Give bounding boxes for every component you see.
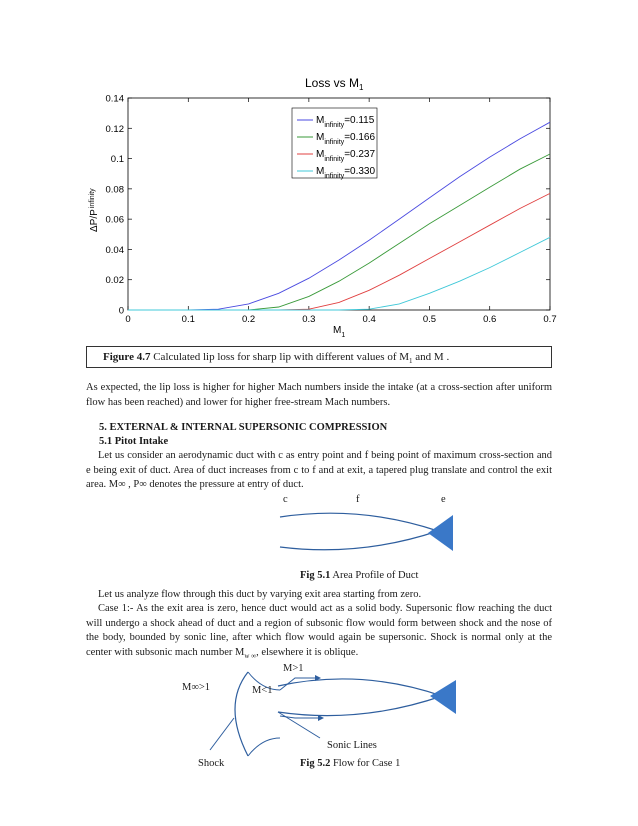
y-tick-label: 0 [118,305,124,317]
fig51-duct-outline [280,513,438,550]
legend-entry-3: $M_{infinity}=0.237$ [316,149,376,163]
y-tick-label: 0.1 [110,154,124,166]
figure-4-7-caption-text: Calculated lip loss for sharp lip with different values of M [153,351,410,363]
y-tick-label: 0.08 [105,184,124,196]
fig51-label-e: e [441,494,446,505]
fig52-caption: Fig 5.2 Flow for Case 1 [300,758,401,769]
fig52-label-shock: Shock [198,758,225,769]
x-tick-label: 0.1 [181,314,195,325]
figure-4-7-caption-end: and M . [415,351,450,363]
fig52-shock-curve [235,672,248,756]
x-tick-label: 0.5 [422,314,437,325]
chart-title: Loss vs $M_1$ [305,76,364,92]
fig51-caption: Fig 5.1 Area Profile of Duct [300,570,419,581]
x-tick-label: 0.4 [362,314,376,325]
fig51-duct-diagram [270,505,470,565]
chart-legend [292,108,377,180]
fig52-label-m-inf: M∞>1 [182,682,210,693]
section-heading: 5. EXTERNAL & INTERNAL SUPERSONIC COMPRESSION [99,422,388,433]
x-tick-label: 0 [125,314,131,325]
legend-entry-2: $M_{infinity}=0.166$ [316,132,376,146]
y-tick-label: 0.02 [105,275,124,287]
y-tick-label: 0.12 [105,123,124,135]
x-axis-label: $M_1$ [333,325,346,339]
y-tick-label: 0.14 [105,93,124,105]
paragraph-2: Let us consider an aerodynamic duct with c as entry point and f being point of maximum cross-section and e being exit of duct. Area of duct increases from c to f and at exit, a tapered plug translate and control the exit area. M∞ , P∞ denotes the pressure at entry of duct. [86,450,552,490]
x-tick-label: 0.6 [483,314,497,325]
y-tick-label: 0.06 [105,214,124,226]
fig52-shock-leader [210,718,234,750]
legend-entry-4: $M_{infinity}=0.330$ [316,166,376,180]
y-tick-label: 0.04 [105,244,124,256]
x-tick-label: 0.3 [302,314,316,325]
fig51-plug [428,515,453,551]
fig52-label-m-gt: M>1 [283,663,304,674]
x-tick-label: 0.7 [543,314,557,325]
figure-4-7-label: Figure 4.7 [103,351,151,363]
y-axis-label: $\Delta P/P^{infinity}$ [89,188,100,232]
fig52-label-m-lt: M<1 [252,685,273,696]
paragraph-3: Let us analyze flow through this duct by varying exit area starting from zero. [98,589,422,600]
loss-vs-m1-chart [0,0,638,360]
figure-4-7-caption-sub: 1 [409,357,413,366]
fig52-flow-diagram [200,660,470,770]
fig52-plug [430,680,456,714]
fig51-label-f: f [356,494,360,505]
subsection-heading: 5.1 Pitot Intake [99,436,169,447]
x-tick-label: 0.2 [241,314,256,325]
paragraph-1: As expected, the lip loss is higher for higher Mach numbers inside the intake (at a cross-section after uniform flow has been reached) and lower for higher free-stream Mach numbers. [86,382,552,408]
fig52-label-sonic: Sonic Lines [327,740,377,751]
fig51-label-c: c [283,494,288,505]
fig52-duct-outline [278,679,442,716]
legend-entry-1: $M_{infinity}=0.115$ [316,115,375,129]
figure-4-7-caption [86,346,552,368]
paragraph-4: Case 1:- As the exit area is zero, hence duct would act as a solid body. Supersonic flow reaching the duct will undergo a shock ahead of duct and a region of subsonic flow would form between shock and the nose of the body, bounded by sonic line, after which flow would again be supersonic. Shock is normal only at the center with subsonic mach number $M_{w \infty}$, elsewhere it is oblique. [86,603,552,660]
fig52-sonic-line-lower [248,738,280,756]
